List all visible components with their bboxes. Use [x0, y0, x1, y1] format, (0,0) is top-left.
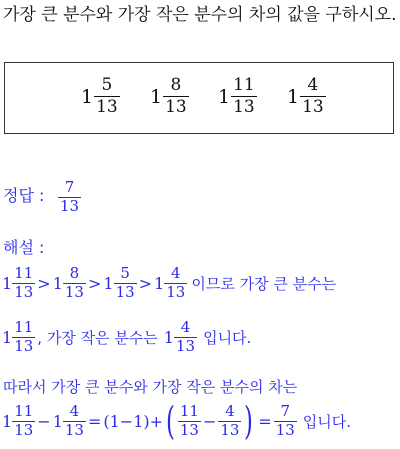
greater-than-sign: >	[138, 273, 153, 293]
fraction-whole: 1	[2, 273, 13, 293]
explanation-line-2	[2, 320, 251, 354]
fraction-denominator: 13	[64, 421, 84, 439]
equals-sign: =	[87, 411, 102, 431]
fraction-denominator: 13	[165, 97, 187, 117]
fraction-whole: 1	[163, 327, 174, 347]
fraction	[63, 266, 86, 300]
fraction-whole: 1	[52, 411, 63, 431]
fraction	[63, 404, 86, 438]
fraction-whole: 1	[150, 85, 163, 108]
explanation-text: 입니다.	[302, 412, 352, 431]
fraction-denominator: 13	[275, 421, 295, 439]
fraction-numerator: 7	[280, 402, 290, 420]
answer-label: 정답 :	[3, 186, 45, 205]
fraction-whole: 1	[2, 327, 13, 347]
fraction-numerator: 4	[225, 402, 235, 420]
fraction	[178, 404, 201, 438]
fraction	[94, 77, 120, 116]
answer-value	[58, 180, 81, 214]
fraction	[164, 266, 187, 300]
fraction-denominator: 13	[96, 97, 118, 117]
fraction	[218, 404, 241, 438]
fraction-denominator: 13	[60, 197, 80, 215]
minus-sign: −	[202, 411, 217, 431]
fraction-item	[218, 77, 257, 116]
explanation-line-3: 따라서 가장 큰 분수와 가장 작은 분수의 차는	[3, 378, 298, 396]
fraction	[231, 77, 257, 116]
fraction-box	[4, 62, 394, 134]
fraction-numerator: 11	[14, 318, 34, 336]
fraction-numerator: 7	[64, 178, 75, 196]
fraction-whole: 1	[81, 85, 94, 108]
fraction-whole: 1	[103, 273, 114, 293]
fraction	[12, 404, 35, 438]
fraction	[300, 77, 326, 116]
explanation-label: 해설 :	[3, 238, 45, 257]
open-paren: (	[165, 399, 175, 443]
fraction-denominator: 13	[233, 97, 255, 117]
fraction-numerator: 11	[14, 402, 34, 420]
whole-difference: (1−1)+	[103, 411, 164, 431]
equals-sign: =	[258, 411, 272, 431]
fraction	[12, 266, 35, 300]
fraction-denominator: 13	[64, 283, 84, 301]
fraction-numerator: 4	[180, 318, 191, 336]
fraction-denominator: 13	[14, 421, 34, 439]
result-fraction	[274, 404, 297, 438]
fraction-numerator: 11	[14, 264, 34, 282]
explanation-text: , 가장 작은 분수는	[37, 328, 158, 347]
fraction-item	[81, 77, 120, 116]
fraction-numerator: 11	[233, 75, 255, 95]
fraction-numerator: 4	[307, 75, 319, 95]
fraction	[163, 77, 189, 116]
fraction-numerator: 5	[101, 75, 113, 95]
fraction	[114, 266, 137, 300]
fraction-denominator: 13	[179, 421, 199, 439]
fraction-denominator: 13	[166, 283, 186, 301]
fraction-numerator: 8	[170, 75, 182, 95]
explanation-text: 입니다.	[203, 328, 252, 347]
answer-fraction	[58, 180, 81, 214]
minus-sign: −	[37, 411, 51, 431]
fraction-whole: 1	[52, 273, 63, 293]
fraction-item	[287, 77, 326, 116]
fraction-denominator: 13	[115, 283, 135, 301]
fraction-denominator: 13	[302, 97, 324, 117]
explanation-text: 이므로 가장 큰 분수는	[191, 274, 337, 293]
close-paren: )	[244, 399, 254, 443]
fraction-numerator: 4	[69, 402, 80, 420]
explanation-line-1	[2, 266, 336, 300]
greater-than-sign: >	[37, 273, 51, 293]
fraction-denominator: 13	[220, 421, 240, 439]
fraction-denominator: 13	[175, 337, 196, 355]
fraction-item	[150, 77, 189, 116]
fraction-numerator: 5	[120, 264, 130, 282]
fraction-numerator: 4	[171, 264, 181, 282]
fraction-numerator: 8	[69, 264, 80, 282]
question-text: 가장 큰 분수와 가장 작은 분수의 차의 값을 구하시오.	[3, 5, 397, 25]
fraction-denominator: 13	[14, 337, 34, 355]
fraction	[174, 320, 197, 354]
fraction-whole: 1	[287, 85, 300, 108]
fraction-whole: 1	[154, 273, 165, 293]
greater-than-sign: >	[87, 273, 102, 293]
fraction-denominator: 13	[14, 283, 34, 301]
fraction-whole: 1	[218, 85, 231, 108]
fraction-numerator: 11	[179, 402, 199, 420]
fraction	[12, 320, 35, 354]
fraction-whole: 1	[2, 411, 13, 431]
explanation-line-4	[2, 399, 352, 443]
